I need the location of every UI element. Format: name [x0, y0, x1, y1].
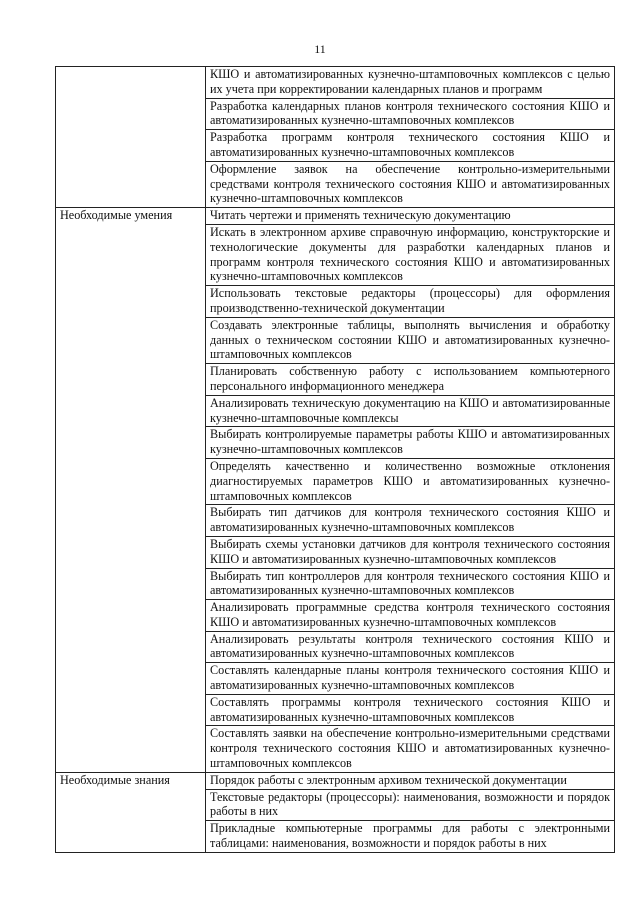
requirement-text: Анализировать результаты контроля технического состояния КШО и автоматизированных кузнечно-штамповочных комплексов	[206, 631, 615, 663]
requirements-table	[55, 66, 615, 853]
requirement-text: Порядок работы с электронным архивом технической документации	[206, 772, 615, 789]
table-row	[56, 772, 615, 789]
page-number: 11	[314, 42, 326, 56]
requirement-text: Разработка программ контроля технического состояния КШО и автоматизированных кузнечно-штамповочных комплексов	[206, 130, 615, 162]
requirement-text: Использовать текстовые редакторы (процессоры) для оформления производственно-технической документации	[206, 286, 615, 318]
requirement-text: Определять качественно и количественно возможные отклонения диагностируемых параметров КШО и автоматизированных кузнечно-штамповочных комплексов	[206, 458, 615, 504]
category-label: Необходимые умения	[56, 208, 206, 773]
requirement-text: Выбирать тип датчиков для контроля технического состояния КШО и автоматизированных кузнечно-штамповочных комплексов	[206, 505, 615, 537]
requirement-text: Планировать собственную работу с использованием компьютерного персонального информационного менеджера	[206, 364, 615, 396]
table-row	[56, 208, 615, 225]
table-row	[56, 67, 615, 99]
requirement-text: Читать чертежи и применять техническую документацию	[206, 208, 615, 225]
requirement-text: Анализировать техническую документацию на КШО и автоматизированные кузнечно-штамповочные комплексы	[206, 395, 615, 427]
requirement-text: Прикладные компьютерные программы для работы с электронными таблицами: наименования, возможности и порядок работы в них	[206, 821, 615, 853]
requirement-text: Выбирать тип контроллеров для контроля технического состояния КШО и автоматизированных кузнечно-штамповочных комплексов	[206, 568, 615, 600]
requirement-text: Составлять программы контроля технического состояния КШО и автоматизированных кузнечно-штамповочных комплексов	[206, 694, 615, 726]
requirement-text: Выбирать контролируемые параметры работы КШО и автоматизированных кузнечно-штамповочных комплексов	[206, 427, 615, 459]
requirement-text: Выбирать схемы установки датчиков для контроля технического состояния КШО и автоматизированных кузнечно-штамповочных комплексов	[206, 536, 615, 568]
requirement-text: Создавать электронные таблицы, выполнять вычисления и обработку данных о техническом состоянии КШО и автоматизированных кузнечно-штамповочных комплексов	[206, 317, 615, 363]
requirement-text: Составлять заявки на обеспечение контрольно-измерительными средствами контроля технического состояния КШО и автоматизированных кузнечно-штамповочных комплексов	[206, 726, 615, 772]
category-label: Необходимые знания	[56, 772, 206, 852]
requirement-text: Текстовые редакторы (процессоры): наименования, возможности и порядок работы в них	[206, 789, 615, 821]
requirement-text: Анализировать программные средства контроля технического состояния КШО и автоматизированных кузнечно-штамповочных комплексов	[206, 600, 615, 632]
category-label	[56, 67, 206, 208]
requirement-text: КШО и автоматизированных кузнечно-штамповочных комплексов с целью их учета при корректировании календарных планов и программ	[206, 67, 615, 99]
requirement-text: Оформление заявок на обеспечение контрольно-измерительными средствами контроля технического состояния КШО и автоматизированных кузнечно-штамповочных комплексов	[206, 161, 615, 207]
requirements-table-body	[56, 67, 615, 853]
requirement-text: Разработка календарных планов контроля технического состояния КШО и автоматизированных кузнечно-штамповочных комплексов	[206, 98, 615, 130]
requirement-text: Составлять календарные планы контроля технического состояния КШО и автоматизированных кузнечно-штамповочных комплексов	[206, 663, 615, 695]
requirement-text: Искать в электронном архиве справочную информацию, конструкторские и технологические документы для разработки календарных планов и программ контроля технического состояния КШО и автоматизированных кузнечно-штамповочных комплексов	[206, 224, 615, 285]
